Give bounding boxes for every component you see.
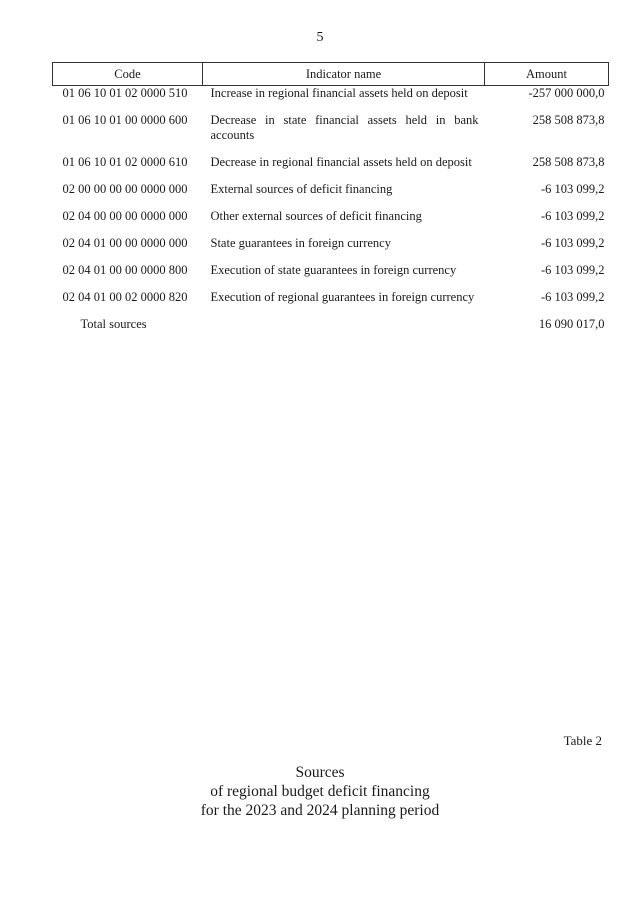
table-row: [53, 236, 609, 263]
header-name: Indicator name: [203, 63, 485, 86]
row-sum: -257 000 000,0: [528, 86, 605, 100]
row-sum: -6 103 099,2: [540, 209, 605, 223]
table-row: [53, 155, 609, 182]
header-sum: Amount: [485, 63, 609, 86]
row-name: Other external sources of deficit financing: [210, 209, 422, 223]
row-sum: -6 103 099,2: [540, 236, 605, 250]
table-row: [53, 263, 609, 290]
table-row: [53, 209, 609, 236]
row-sum: -6 103 099,2: [540, 182, 605, 196]
row-name: State guarantees in foreign currency: [210, 236, 391, 250]
table-row: [53, 182, 609, 209]
page-number: 5: [316, 30, 324, 45]
row-code: 02 04 01 00 00 0000 800: [62, 263, 188, 277]
row-code: 02 04 01 00 00 0000 000: [62, 236, 188, 250]
total-sum: 16 090 017,0: [538, 317, 605, 331]
header-code: Code: [53, 63, 203, 86]
table-row: [53, 113, 609, 155]
row-sum: -6 103 099,2: [540, 290, 605, 304]
title-line-2: of regional budget deficit financing: [210, 783, 430, 800]
total-row: [53, 317, 609, 344]
table-row: [53, 86, 609, 114]
row-name: Increase in regional financial assets held on deposit: [210, 86, 468, 100]
row-name: Decrease in regional financial assets held on deposit: [210, 155, 472, 169]
total-label: Total sources: [80, 317, 147, 331]
title-line-3: for the 2023 and 2024 planning period: [200, 802, 440, 819]
financing-sources-table: [52, 62, 609, 344]
row-name: Execution of regional guarantees in foreign currency: [210, 290, 475, 304]
row-code: 02 04 00 00 00 0000 000: [62, 209, 188, 223]
row-code: 02 00 00 00 00 0000 000: [62, 182, 188, 196]
table-row: [53, 290, 609, 317]
row-code: 02 04 01 00 02 0000 820: [62, 290, 188, 304]
row-name: Decrease in state financial assets held in bank accounts: [210, 113, 479, 142]
table-header-row: [53, 63, 609, 86]
row-code: 01 06 10 01 02 0000 510: [62, 86, 188, 100]
row-name: Execution of state guarantees in foreign currency: [210, 263, 457, 277]
row-sum: -6 103 099,2: [540, 263, 605, 277]
row-sum: 258 508 873,8: [532, 155, 605, 169]
row-name: External sources of deficit financing: [210, 182, 393, 196]
row-code: 01 06 10 01 00 0000 600: [62, 113, 188, 127]
table-caption: Table 2: [563, 733, 602, 748]
title-line-1: Sources: [295, 764, 345, 781]
row-code: 01 06 10 01 02 0000 610: [62, 155, 188, 169]
row-sum: 258 508 873,8: [532, 113, 605, 127]
document-title: [0, 763, 640, 820]
